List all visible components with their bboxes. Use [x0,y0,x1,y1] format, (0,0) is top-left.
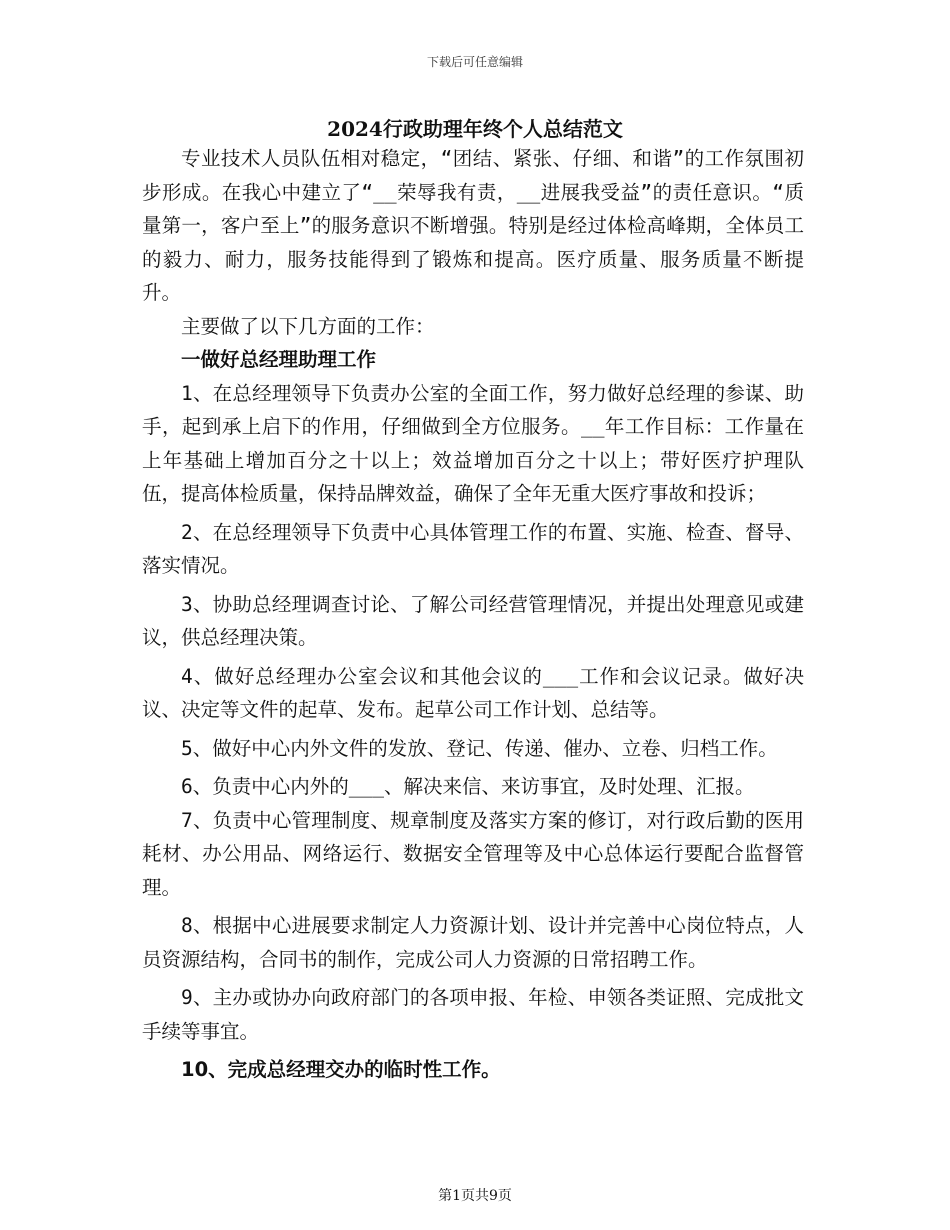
paragraph-item-5: 5、做好中心内外文件的发放、登记、传递、催办、立卷、归档工作。 [181,736,778,760]
paragraph-item-1: 1、在总经理领导下负责办公室的全面工作，努力做好总经理的参谋、助手，起到承上启下的作用，仔细做到全方位服务。__年工作目标：工作量在上年基础上增加百分之十以上；效益增加百分之十以上；带好医疗护理队伍，提高体检质量，保持品牌效益，确保了全年无重大医疗事故和投诉； [142,381,804,505]
paragraph-item-4: 4、做好总经理办公室会议和其他会议的___工作和会议记录。做好决议、决定等文件的起草、发布。起草公司工作计划、总结等。 [142,664,804,721]
section-heading: 一做好总经理助理工作 [181,348,377,371]
paragraph-intro: 专业技术人员队伍相对稳定，“团结、紧张、仔细、和谐”的工作氛围初步形成。在我心中建立了“__荣辱我有责，__进展我受益”的责任意识。“质量第一，客户至上”的服务意识不断增强。特别是经过体检高峰期，全体员工的毅力、耐力，服务技能得到了锻炼和提高。医疗质量、服务质量不断提升。 [142,147,804,304]
document-title: 2024行政助理年终个人总结范文 [327,117,623,141]
paragraph-item-7: 7、负责中心管理制度、规章制度及落实方案的修订，对行政后勤的医用耗材、办公用品、网络运行、数据安全管理等及中心总体运行要配合监督管理。 [142,808,804,899]
paragraph-item-8: 8、根据中心进展要求制定人力资源计划、设计并完善中心岗位特点，人员资源结构，合同书的制作，完成公司人力资源的日常招聘工作。 [142,914,804,971]
paragraph-item-10: 10、完成总经理交办的临时性工作。 [181,1058,501,1081]
page-footer: 第1页共9页 [438,1188,512,1204]
paragraph-item-3: 3、协助总经理调查讨论、了解公司经营管理情况，并提出处理意见或建议，供总经理决策。 [142,592,804,649]
document-body [142,142,804,1087]
paragraph-item-9: 9、主办或协办向政府部门的各项申报、年检、申领各类证照、完成批文手续等事宜。 [142,986,804,1043]
paragraph-item-6: 6、负责中心内外的___、解决来信、来访事宜，及时处理、汇报。 [181,775,755,798]
header-note: 下载后可任意编辑 [426,55,523,69]
paragraph-summary-lead: 主要做了以下几方面的工作： [181,314,435,338]
paragraph-item-2: 2、在总经理领导下负责中心具体管理工作的布置、实施、检查、督导、落实情况。 [142,520,804,577]
